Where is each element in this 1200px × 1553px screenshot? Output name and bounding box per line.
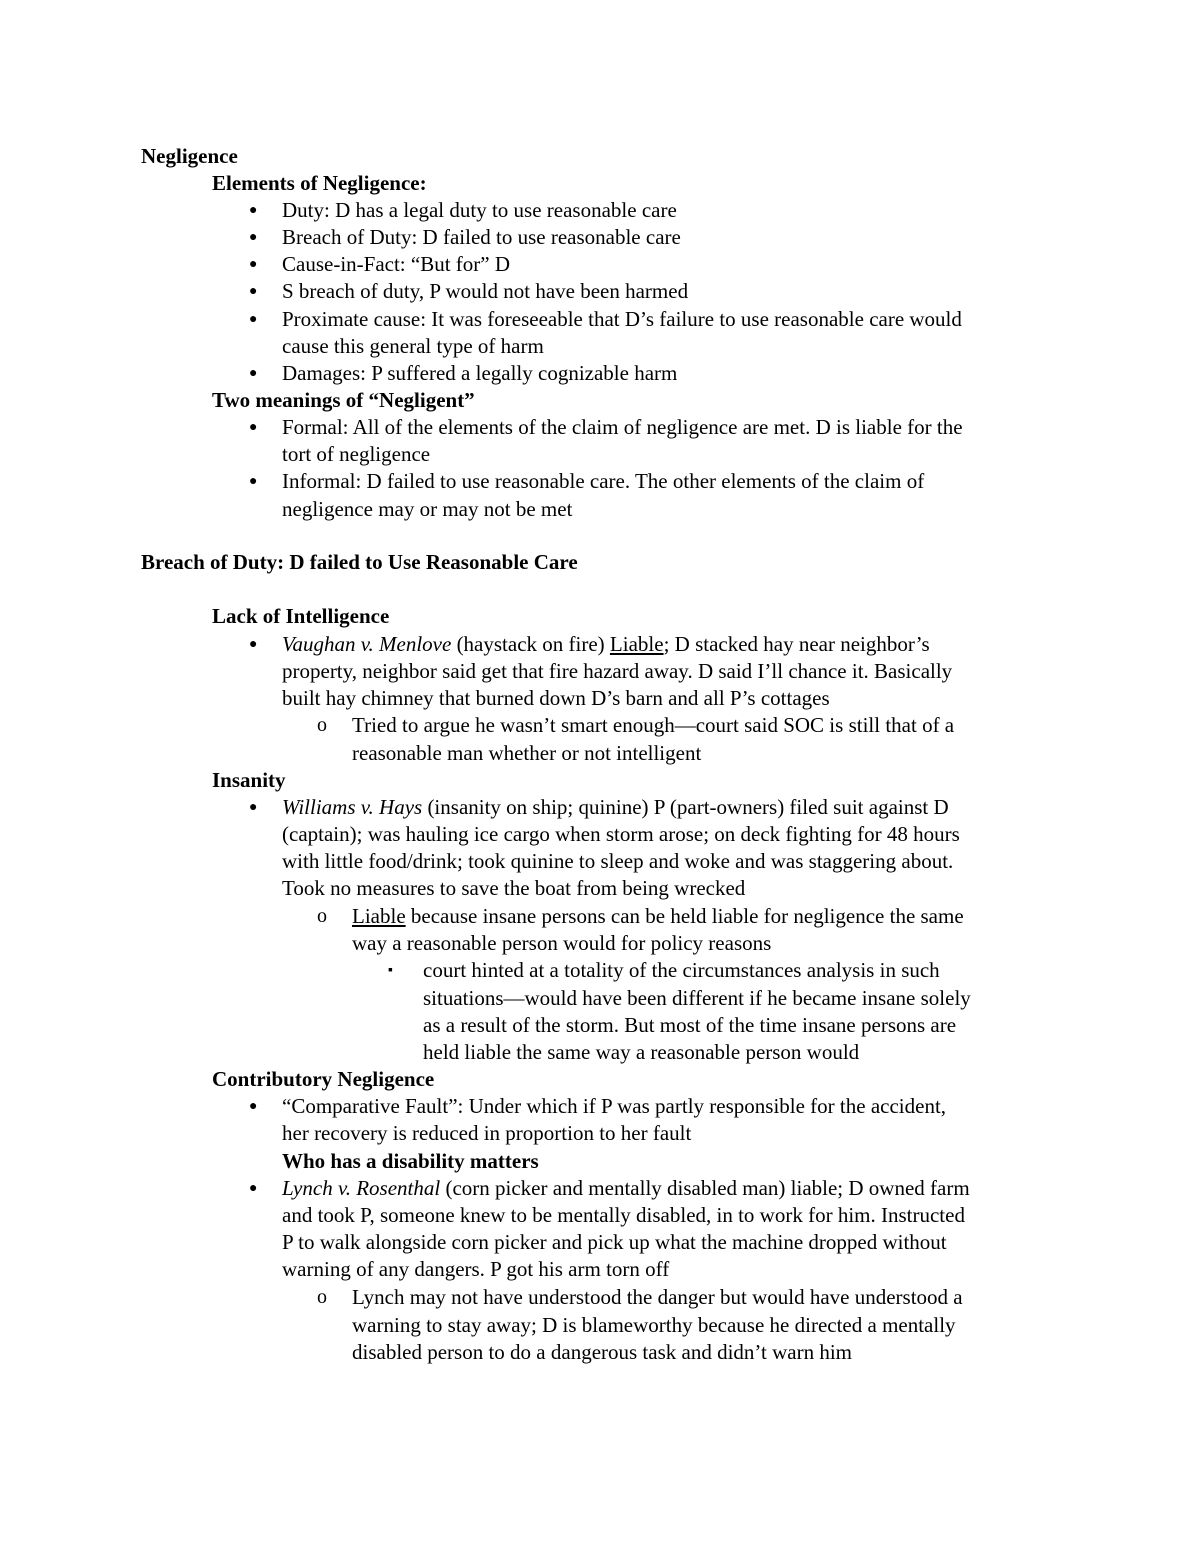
bullet-square: ▪ bbox=[388, 963, 393, 978]
list-item-proximate-cause-cont: cause this general type of harm bbox=[282, 334, 544, 358]
bullet-dot: ● bbox=[249, 1181, 258, 1196]
bullet-dot: ● bbox=[249, 1099, 258, 1114]
case-paren: (haystack on fire) bbox=[451, 632, 610, 656]
subsection-heading-insanity: Insanity bbox=[212, 768, 286, 792]
case-williams-cont: Took no measures to save the boat from being wrecked bbox=[282, 876, 746, 900]
sub-item-lynch-cont: warning to stay away; D is blameworthy because he directed a mentally bbox=[352, 1313, 956, 1337]
list-item-formal-cont: tort of negligence bbox=[282, 442, 431, 466]
list-item-comparative-fault-cont: her recovery is reduced in proportion to her fault bbox=[282, 1121, 692, 1145]
case-holding: Liable bbox=[609, 632, 664, 656]
case-text: ; D stacked hay near neighbor’s bbox=[663, 632, 930, 656]
bullet-dot: ● bbox=[249, 203, 258, 218]
sub-item-williams bbox=[352, 903, 964, 930]
case-name: Williams v. Hays bbox=[282, 795, 423, 819]
case-lynch-cont: P to walk alongside corn picker and pick up what the machine dropped without bbox=[282, 1230, 947, 1254]
case-vaughan-cont: built hay chimney that burned down D’s barn and all P’s cottages bbox=[282, 686, 830, 710]
case-vaughan-cont: property, neighbor said get that fire hazard away. D said I’ll chance it. Basically bbox=[282, 659, 953, 683]
sub-item-vaughan-cont: reasonable man whether or not intelligent bbox=[352, 741, 702, 765]
list-item-informal: Informal: D failed to use reasonable care. The other elements of the claim of bbox=[282, 469, 925, 493]
subsub-item-totality-cont: situations—would have been different if he became insane solely bbox=[423, 986, 971, 1010]
case-text: (insanity on ship; quinine) P (part-owners) filed suit against D bbox=[422, 795, 949, 819]
subsection-heading-intelligence: Lack of Intelligence bbox=[212, 604, 390, 628]
case-williams-cont: (captain); was hauling ice cargo when storm arose; on deck fighting for 48 hours bbox=[282, 822, 960, 846]
sub-item-vaughan: Tried to argue he wasn’t smart enough—court said SOC is still that of a bbox=[352, 713, 955, 737]
list-item-but-for: S breach of duty, P would not have been harmed bbox=[282, 279, 689, 303]
bullet-circle: o bbox=[317, 905, 327, 927]
bullet-dot: ● bbox=[249, 366, 258, 381]
case-lynch-cont: and took P, someone knew to be mentally disabled, in to work for him. Instructed bbox=[282, 1203, 965, 1227]
subsub-item-totality: court hinted at a totality of the circumstances analysis in such bbox=[423, 958, 940, 982]
subsub-item-totality-cont: as a result of the storm. But most of the time insane persons are bbox=[423, 1013, 957, 1037]
list-item-proximate-cause: Proximate cause: It was foreseeable that D’s failure to use reasonable care would bbox=[282, 307, 962, 331]
subsection-heading-contributory: Contributory Negligence bbox=[212, 1067, 435, 1091]
list-item-breach: Breach of Duty: D failed to use reasonable care bbox=[282, 225, 681, 249]
bullet-dot: ● bbox=[249, 230, 258, 245]
case-lynch-line bbox=[282, 1175, 970, 1202]
case-text: because insane persons can be held liable for negligence the same bbox=[405, 904, 964, 928]
bullet-circle: o bbox=[317, 714, 327, 736]
bullet-dot: ● bbox=[249, 637, 258, 652]
bullet-dot: ● bbox=[249, 257, 258, 272]
bullet-dot: ● bbox=[249, 474, 258, 489]
section-heading-elements: Elements of Negligence: bbox=[212, 171, 427, 195]
case-williams-line bbox=[282, 794, 949, 821]
section-heading-meanings: Two meanings of “Negligent” bbox=[212, 388, 475, 412]
list-item-formal: Formal: All of the elements of the claim of negligence are met. D is liable for the bbox=[282, 415, 963, 439]
bullet-dot: ● bbox=[249, 284, 258, 299]
sub-item-williams-cont: way a reasonable person would for policy reasons bbox=[352, 931, 772, 955]
document-title: Negligence bbox=[141, 144, 238, 168]
sub-item-lynch: Lynch may not have understood the danger but would have understood a bbox=[352, 1285, 963, 1309]
case-holding: Liable bbox=[352, 904, 406, 928]
case-vaughan-line bbox=[282, 631, 930, 658]
bullet-dot: ● bbox=[249, 800, 258, 815]
case-name: Vaughan v. Menlove bbox=[282, 632, 452, 656]
bullet-dot: ● bbox=[249, 312, 258, 327]
list-item-duty: Duty: D has a legal duty to use reasonable care bbox=[282, 198, 677, 222]
list-item-damages: Damages: P suffered a legally cognizable harm bbox=[282, 361, 678, 385]
list-item-informal-cont: negligence may or may not be met bbox=[282, 497, 573, 521]
sub-item-lynch-cont: disabled person to do a dangerous task and didn’t warn him bbox=[352, 1340, 853, 1364]
bullet-dot: ● bbox=[249, 420, 258, 435]
case-name: Lynch v. Rosenthal bbox=[282, 1176, 441, 1200]
list-item-comparative-fault: “Comparative Fault”: Under which if P was partly responsible for the accident, bbox=[282, 1094, 947, 1118]
case-lynch-cont: warning of any dangers. P got his arm torn off bbox=[282, 1257, 670, 1281]
subsub-item-totality-cont: held liable the same way a reasonable person would bbox=[423, 1040, 860, 1064]
list-item-cause-in-fact: Cause-in-Fact: “But for” D bbox=[282, 252, 511, 276]
section-heading-breach: Breach of Duty: D failed to Use Reasonable Care bbox=[141, 550, 578, 574]
bullet-circle: o bbox=[317, 1286, 327, 1308]
disability-heading: Who has a disability matters bbox=[282, 1149, 539, 1173]
case-text: (corn picker and mentally disabled man) liable; D owned farm bbox=[440, 1176, 970, 1200]
case-williams-cont: with little food/drink; took quinine to sleep and woke and was staggering about. bbox=[282, 849, 954, 873]
